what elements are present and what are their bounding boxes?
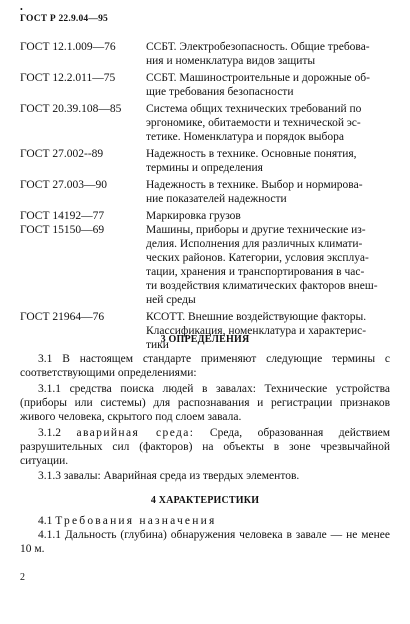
reference-description: [146, 71, 392, 99]
defined-term: аварийная среда:: [76, 427, 195, 439]
reference-code: ГОСТ 27.002--89: [20, 148, 104, 160]
reference-description: [146, 209, 392, 223]
description-line: Классификация, номенклатура и характерис-: [146, 325, 367, 337]
clause-heading: Требования назначения: [55, 515, 217, 527]
paragraph-3-1-3: 3.1.3 завалы: Аварийная среда из твердых элементов.: [38, 470, 300, 482]
document-header: ГОСТ Р 22.9.04—95: [20, 14, 108, 24]
description-line: Надежность в технике. Выбор и нормирова-: [146, 179, 363, 191]
reference-row: [20, 40, 392, 68]
description-line: Маркировка грузов: [146, 210, 241, 222]
description-line: Машины, приборы и другие технические из-: [146, 224, 366, 236]
page-number: 2: [20, 572, 25, 583]
reference-code: ГОСТ 21964—76: [20, 311, 105, 323]
description-line: тации, хранения и транспортирования в час-: [146, 266, 365, 278]
description-line: ней среды: [146, 294, 196, 306]
description-line: щие требования безопасности: [146, 86, 294, 98]
clause-number: 4.1: [38, 515, 56, 527]
reference-description: [146, 223, 392, 307]
reference-code: ГОСТ 12.1.009—76: [20, 41, 116, 53]
reference-description: [146, 178, 392, 206]
description-line: Надежность в технике. Основные понятия,: [146, 148, 357, 160]
paragraph-4-1: [20, 514, 390, 528]
description-line: тетике. Номенклатура и порядок выбора: [146, 131, 344, 143]
description-line: ССБТ. Электробезопасность. Общие требова-: [146, 41, 370, 53]
reference-code: ГОСТ 27.003—90: [20, 179, 108, 191]
description-line: эргономике, обитаемости и технической эс-: [146, 117, 361, 129]
paragraph-3-1-1: 3.1.1 средства поиска людей в завалах: Технические устройства (приборы или системы) для распознавания и регистрации признаков живого человека, скрытого под слоем завала.: [20, 383, 390, 423]
description-line: ние показателей надежности: [146, 193, 287, 205]
reference-code: ГОСТ 20.39.108—85: [20, 103, 122, 115]
description-line: ния и номенклатура видов защиты: [146, 55, 316, 67]
reference-row: [20, 102, 392, 144]
paragraph-4-1-1: 4.1.1 Дальность (глубина) обнаружения человека в завале — не менее 10 м.: [20, 529, 390, 555]
reference-code: ГОСТ 12.2.011—75: [20, 72, 116, 84]
reference-row: [20, 178, 392, 206]
reference-code: ГОСТ 14192—77: [20, 210, 105, 222]
description-line: ССБТ. Машиностроительные и дорожные об-: [146, 72, 370, 84]
description-line: ческих районов. Категории, условия эксплуа-: [146, 252, 369, 264]
description-line: делия. Исполнения для различных климати-: [146, 238, 363, 250]
reference-description: [146, 147, 392, 175]
reference-row: [20, 147, 392, 175]
reference-row: [20, 223, 392, 307]
description-line: КСОТТ. Внешние воздействующие факторы.: [146, 311, 367, 323]
section-4-title: 4 ХАРАКТЕРИСТИКИ: [150, 495, 260, 506]
reference-description: [146, 310, 392, 352]
reference-row: [20, 310, 392, 352]
description-line: тики: [146, 339, 169, 351]
description-line: ти воздействия климатических факторов внеш-: [146, 280, 378, 292]
reference-description: [146, 40, 392, 68]
corner-marker: •: [20, 5, 23, 14]
clause-text: Среда, образованная действием разрушительных сил (факторов) на объекты в зоне чрезвычайной ситуации.: [20, 427, 391, 467]
reference-description: [146, 102, 392, 144]
reference-row: [20, 71, 392, 99]
description-line: Система общих технических требований по: [146, 103, 362, 115]
reference-list: [20, 40, 392, 355]
clause-number: 3.1.2: [38, 427, 77, 439]
description-line: термины и определения: [146, 162, 263, 174]
reference-row: [20, 209, 392, 223]
section-3-title: 3 ОПРЕДЕЛЕНИЯ: [160, 334, 250, 345]
paragraph-3-1: 3.1 В настоящем стандарте применяют следующие термины с соответствующими определениями:: [20, 353, 390, 379]
paragraph-3-1-2: [20, 426, 390, 468]
reference-code: ГОСТ 15150—69: [20, 224, 105, 236]
